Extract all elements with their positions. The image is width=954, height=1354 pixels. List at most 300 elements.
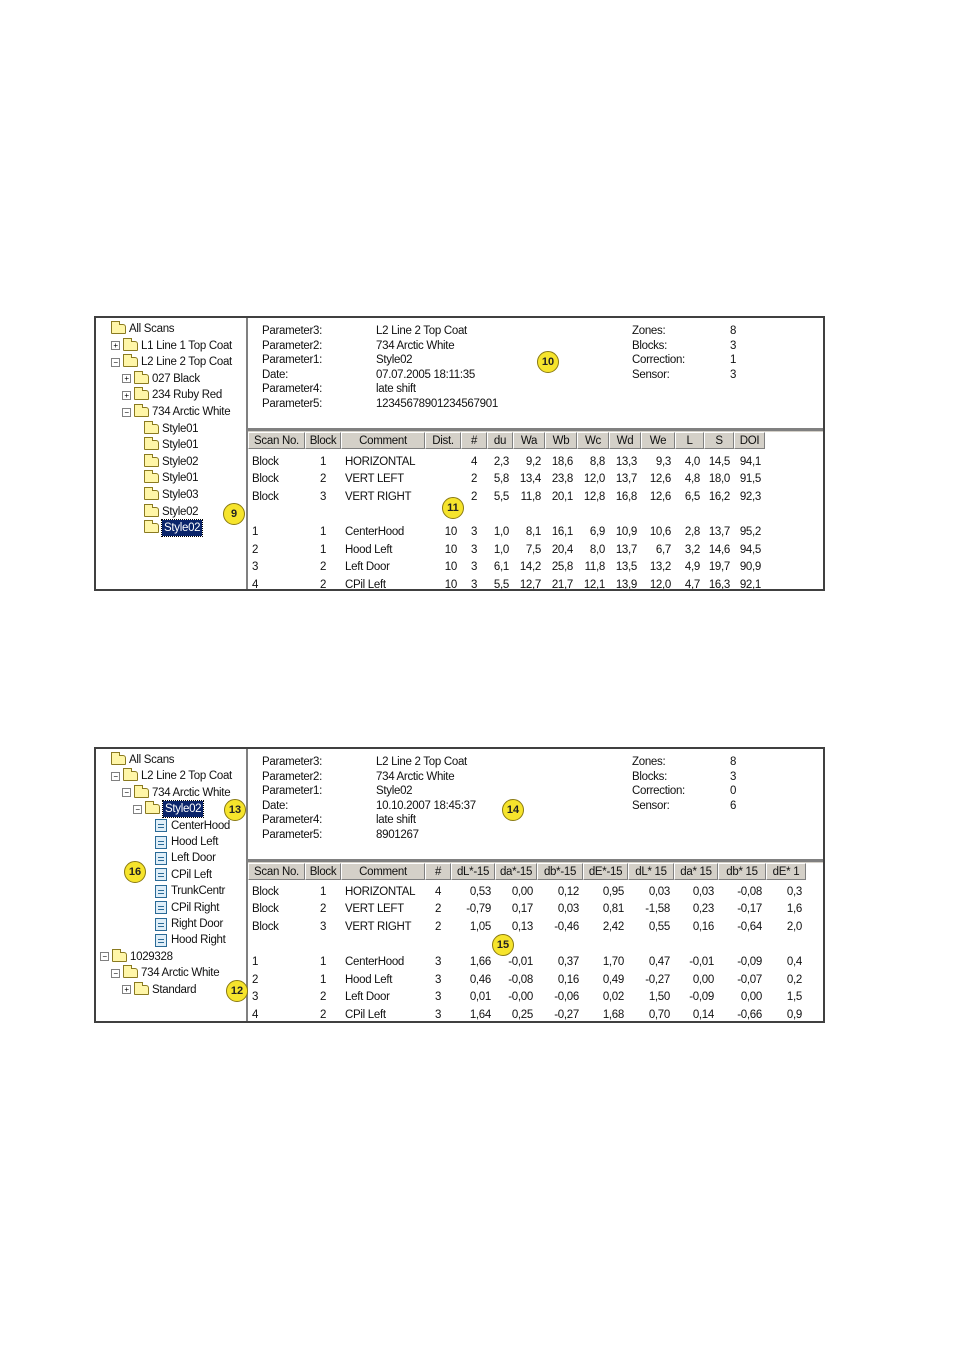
- collapse-icon[interactable]: −: [122, 408, 131, 417]
- tree-node[interactable]: [144, 437, 198, 453]
- parameter-label: Parameter3:: [262, 756, 322, 768]
- table-cell: 12,7: [519, 579, 541, 591]
- table-cell: 2,42: [602, 921, 624, 933]
- scan-tree[interactable]: [96, 318, 248, 589]
- table-cell: Block: [252, 473, 279, 485]
- tree-node-label: L1 Line 1 Top Coat: [141, 339, 232, 352]
- table-cell: 6,1: [493, 561, 509, 573]
- expand-icon[interactable]: +: [122, 985, 131, 994]
- table-cell: 12,6: [649, 491, 671, 503]
- table-cell: 8,8: [589, 456, 605, 468]
- table-cell: 3: [470, 561, 478, 573]
- scan-file-icon: [155, 836, 167, 849]
- table-cell: 2: [434, 903, 442, 915]
- table-cell: 13,5: [615, 561, 637, 573]
- table-cell: 4: [252, 579, 259, 591]
- table-cell: -1,58: [645, 903, 670, 915]
- parameter-value: 12345678901234567901: [376, 397, 498, 410]
- callout-badge: 10: [537, 351, 559, 373]
- table-cell: -0,27: [554, 1009, 579, 1021]
- collapse-icon[interactable]: −: [111, 772, 120, 781]
- table-cell: -0,09: [689, 991, 714, 1003]
- callout-badge: 14: [502, 799, 524, 821]
- table-cell: -0,07: [737, 974, 762, 986]
- scan-file-icon: [155, 918, 167, 931]
- folder-icon: [144, 457, 159, 467]
- table-cell: 0,46: [469, 974, 491, 986]
- folder-icon: [144, 424, 159, 434]
- expand-icon[interactable]: +: [122, 391, 131, 400]
- column-header[interactable]: Scan No.: [248, 863, 305, 880]
- table-cell: 4,7: [684, 579, 700, 591]
- table-cell: 3: [470, 526, 478, 538]
- table-cell: 18,6: [551, 456, 573, 468]
- table-cell: -0,08: [508, 974, 533, 986]
- callout-badge: 9: [223, 503, 245, 525]
- column-header[interactable]: Wb: [545, 432, 577, 449]
- table-cell: 95,2: [739, 526, 761, 538]
- table-cell: 16,3: [708, 579, 730, 591]
- table-cell: 0,16: [557, 974, 579, 986]
- table-cell: 0,03: [557, 903, 579, 915]
- table-cell: -0,46: [554, 921, 579, 933]
- setting-value: 6: [730, 799, 737, 812]
- column-header[interactable]: Wc: [577, 432, 609, 449]
- table-cell: -0,09: [737, 956, 762, 968]
- table-cell: 0,55: [648, 921, 670, 933]
- table-cell: 14,5: [708, 456, 730, 468]
- folder-icon: [123, 771, 138, 781]
- setting-label: Sensor:: [632, 799, 670, 812]
- table-cell: 14,2: [519, 561, 541, 573]
- table-cell: 4,8: [684, 473, 700, 485]
- tree-node[interactable]: [122, 404, 230, 420]
- column-header[interactable]: Block: [305, 863, 341, 880]
- tree-node[interactable]: [100, 949, 173, 965]
- table-cell: 11,8: [520, 491, 541, 503]
- column-header[interactable]: #: [461, 432, 487, 449]
- callout-badge: 15: [492, 934, 514, 956]
- results-grid[interactable]: [248, 432, 823, 589]
- setting-label: Correction:: [632, 785, 685, 797]
- setting-label: Blocks:: [632, 339, 667, 352]
- table-cell: 94,5: [739, 544, 761, 556]
- table-cell: Block: [252, 921, 279, 933]
- table-cell: Hood Left: [345, 544, 393, 556]
- tree-node-label: Style03: [162, 489, 199, 501]
- folder-icon: [134, 390, 149, 400]
- table-cell: 2: [470, 473, 478, 485]
- tree-node[interactable]: [111, 354, 232, 370]
- table-cell: 1: [319, 956, 327, 968]
- table-cell: 92,1: [739, 579, 761, 591]
- tree-node[interactable]: [155, 850, 216, 866]
- tree-node[interactable]: [155, 932, 226, 948]
- table-cell: 12,8: [583, 491, 605, 503]
- parameter-label: Parameter1:: [262, 354, 322, 366]
- folder-icon: [112, 952, 127, 962]
- column-header[interactable]: da*-15: [495, 863, 537, 880]
- column-header[interactable]: Dist.: [425, 432, 461, 449]
- table-cell: -0,64: [737, 921, 762, 933]
- column-header[interactable]: db* 15: [718, 863, 766, 880]
- scan-window-2: [94, 747, 825, 1023]
- tree-node[interactable]: [155, 900, 219, 916]
- column-header[interactable]: dL*-15: [451, 863, 495, 880]
- tree-node-label: Style02: [165, 803, 202, 816]
- table-cell: 8,0: [589, 544, 605, 556]
- table-cell: 0,13: [511, 921, 533, 933]
- expand-icon[interactable]: +: [122, 374, 131, 383]
- folder-icon: [123, 357, 138, 367]
- table-cell: 1: [252, 956, 259, 968]
- setting-label: Zones:: [632, 756, 666, 768]
- tree-node-label: Hood Right: [171, 934, 226, 947]
- tree-node-label: L2 Line 2 Top Coat: [141, 356, 232, 369]
- table-cell: 9,3: [655, 456, 671, 468]
- tree-node[interactable]: [155, 818, 230, 834]
- table-cell: 16,8: [615, 491, 637, 503]
- table-cell: 0,00: [511, 886, 533, 898]
- parameter-value: 734 Arctic White: [376, 770, 455, 783]
- parameter-label: Parameter5:: [262, 828, 322, 841]
- column-header[interactable]: We: [641, 432, 675, 449]
- column-header[interactable]: #: [425, 863, 451, 880]
- table-cell: VERT LEFT: [345, 473, 404, 485]
- tree-node-label: CenterHood: [171, 819, 231, 832]
- parameter-label: Parameter5:: [262, 397, 322, 410]
- setting-value: 3: [730, 770, 737, 783]
- tree-node-label: CPil Left: [171, 868, 212, 881]
- table-cell: -0,00: [508, 991, 533, 1003]
- table-cell: Block: [252, 456, 279, 468]
- tree-node[interactable]: [111, 768, 232, 784]
- parameter-label: Date:: [262, 799, 288, 812]
- table-cell: 4,9: [684, 561, 700, 573]
- tree-node[interactable]: [144, 470, 198, 486]
- table-cell: 14,6: [708, 544, 730, 556]
- table-cell: 0,53: [469, 886, 491, 898]
- collapse-icon[interactable]: −: [122, 788, 131, 797]
- setting-label: Sensor:: [632, 368, 670, 381]
- table-cell: 2,3: [493, 456, 509, 468]
- column-header[interactable]: dE* 1: [766, 863, 806, 880]
- table-cell: 25,8: [551, 561, 573, 573]
- table-cell: 92,3: [739, 491, 761, 503]
- table-cell: 8,1: [525, 526, 541, 538]
- expand-icon[interactable]: +: [111, 341, 120, 350]
- column-header[interactable]: Wa: [513, 432, 545, 449]
- table-cell: 0,70: [648, 1009, 670, 1021]
- parameter-value: 734 Arctic White: [376, 339, 455, 352]
- column-header[interactable]: da* 15: [674, 863, 718, 880]
- table-cell: HORIZONTAL: [345, 886, 416, 898]
- table-cell: 1,05: [469, 921, 491, 933]
- table-cell: 13,7: [615, 473, 637, 485]
- table-cell: VERT RIGHT: [345, 921, 412, 933]
- folder-icon: [134, 788, 149, 798]
- table-cell: CPil Left: [345, 1009, 386, 1021]
- results-grid[interactable]: [248, 863, 823, 1021]
- parameter-value: Style02: [376, 785, 413, 797]
- folder-open-icon: [144, 523, 159, 533]
- table-cell: 4: [470, 456, 478, 468]
- column-header[interactable]: Comment: [341, 432, 425, 449]
- parameter-label: Parameter2:: [262, 339, 322, 352]
- table-cell: 1: [319, 526, 327, 538]
- table-cell: 6,5: [684, 491, 700, 503]
- tree-node[interactable]: [144, 421, 198, 437]
- table-cell: 11,8: [584, 561, 605, 573]
- tree-node-label: L2 Line 2 Top Coat: [141, 770, 232, 783]
- tree-node[interactable]: [122, 387, 222, 403]
- table-cell: 9,2: [525, 456, 541, 468]
- column-header[interactable]: DOI: [734, 432, 765, 449]
- parameter-value: late shift: [376, 814, 416, 826]
- setting-value: 3: [730, 368, 737, 381]
- parameter-value: 10.10.2007 18:45:37: [376, 799, 476, 812]
- table-cell: -0,66: [737, 1009, 762, 1021]
- table-cell: Hood Left: [345, 974, 393, 986]
- table-cell: 0,03: [648, 886, 670, 898]
- folder-icon: [111, 755, 126, 765]
- tree-node[interactable]: [122, 785, 230, 801]
- setting-label: Blocks:: [632, 770, 667, 783]
- parameter-label: Parameter3:: [262, 325, 322, 337]
- setting-label: Zones:: [632, 325, 666, 337]
- folder-icon: [144, 490, 159, 500]
- setting-value: 1: [730, 354, 737, 366]
- setting-value: 8: [730, 756, 737, 768]
- collapse-icon[interactable]: −: [111, 358, 120, 367]
- table-cell: 13,7: [708, 526, 730, 538]
- table-cell: 12,6: [649, 473, 671, 485]
- tree-node[interactable]: [144, 520, 202, 536]
- table-cell: 13,9: [615, 579, 637, 591]
- column-header[interactable]: db*-15: [537, 863, 583, 880]
- table-cell: 0,81: [602, 903, 624, 915]
- table-cell: 12,0: [583, 473, 605, 485]
- collapse-icon[interactable]: −: [111, 969, 120, 978]
- table-cell: 1: [319, 886, 327, 898]
- parameter-value: L2 Line 2 Top Coat: [376, 756, 467, 768]
- parameter-value: late shift: [376, 383, 416, 395]
- scan-file-icon: [155, 901, 167, 914]
- folder-icon: [144, 507, 159, 517]
- tree-node-label: Style01: [162, 472, 199, 485]
- parameter-label: Parameter2:: [262, 770, 322, 783]
- scan-window-1: [94, 316, 825, 591]
- table-cell: 4,0: [684, 456, 700, 468]
- table-cell: 0,02: [602, 991, 624, 1003]
- tree-node-label: Style01: [162, 422, 199, 435]
- column-header[interactable]: dE*-15: [583, 863, 628, 880]
- tree-node[interactable]: [144, 504, 198, 520]
- table-cell: 2: [252, 974, 259, 986]
- callout-badge: 16: [124, 861, 146, 883]
- tree-node[interactable]: [122, 371, 200, 387]
- table-cell: 0,01: [469, 991, 491, 1003]
- tree-node-label: 234 Ruby Red: [152, 389, 222, 402]
- tree-node[interactable]: [155, 883, 225, 899]
- table-cell: 3: [319, 491, 327, 503]
- column-header[interactable]: du: [487, 432, 513, 449]
- scan-tree[interactable]: [96, 749, 248, 1021]
- tree-node[interactable]: [155, 834, 218, 850]
- scan-file-icon: [155, 868, 167, 881]
- table-cell: 0,00: [740, 991, 762, 1003]
- table-cell: 2: [319, 903, 327, 915]
- table-cell: CenterHood: [345, 956, 405, 968]
- table-cell: 0,95: [602, 886, 624, 898]
- table-cell: 5,8: [493, 473, 509, 485]
- tree-node[interactable]: [111, 321, 174, 337]
- table-cell: -0,08: [737, 886, 762, 898]
- table-cell: 1,70: [602, 956, 624, 968]
- callout-badge: 12: [226, 980, 248, 1002]
- table-cell: 1,64: [469, 1009, 491, 1021]
- callout-badge: 11: [442, 497, 464, 519]
- column-header[interactable]: L: [675, 432, 704, 449]
- table-cell: 94,1: [739, 456, 761, 468]
- tree-node-label: TrunkCentr: [171, 885, 226, 898]
- table-cell: 20,1: [551, 491, 573, 503]
- parameter-value: 07.07.2005 18:11:35: [376, 368, 475, 381]
- parameter-label: Parameter1:: [262, 785, 322, 797]
- column-header[interactable]: Block: [305, 432, 341, 449]
- table-cell: 1,6: [786, 903, 802, 915]
- table-cell: 1,0: [493, 544, 509, 556]
- table-cell: 13,7: [615, 544, 637, 556]
- folder-icon: [123, 968, 138, 978]
- tree-node[interactable]: [133, 801, 203, 817]
- table-cell: CPil Left: [345, 579, 386, 591]
- column-header[interactable]: dL* 15: [628, 863, 674, 880]
- scan-file-icon: [155, 819, 167, 832]
- setting-value: 8: [730, 325, 737, 337]
- table-cell: 2: [319, 473, 327, 485]
- table-cell: 2: [434, 921, 442, 933]
- table-cell: 0,49: [602, 974, 624, 986]
- column-header[interactable]: Scan No.: [248, 432, 305, 449]
- table-cell: VERT RIGHT: [345, 491, 412, 503]
- tree-node-label: Style01: [162, 439, 199, 452]
- tree-node-label: Style02: [162, 505, 199, 518]
- table-cell: 3: [470, 544, 478, 556]
- scan-file-icon: [155, 885, 167, 898]
- table-cell: 2: [319, 579, 327, 591]
- table-cell: 3: [252, 561, 259, 573]
- table-cell: 5,5: [493, 579, 509, 591]
- tree-node[interactable]: [111, 965, 219, 981]
- collapse-icon[interactable]: −: [133, 805, 142, 814]
- tree-node[interactable]: [111, 752, 174, 768]
- table-cell: 90,9: [739, 561, 761, 573]
- callout-badge: 13: [224, 799, 246, 821]
- table-cell: 3: [434, 956, 442, 968]
- table-cell: 0,47: [648, 956, 670, 968]
- tree-node-label: Style02: [162, 455, 199, 468]
- table-cell: 5,5: [493, 491, 509, 503]
- table-cell: 2,0: [786, 921, 802, 933]
- table-cell: 12,1: [583, 579, 605, 591]
- tree-node-label: Right Door: [171, 918, 223, 930]
- table-cell: 10: [444, 526, 457, 538]
- tree-node-label: Hood Left: [171, 836, 219, 848]
- table-cell: HORIZONTAL: [345, 456, 416, 468]
- column-header[interactable]: Comment: [341, 863, 425, 880]
- column-header[interactable]: S: [704, 432, 734, 449]
- tree-node[interactable]: [155, 867, 212, 883]
- table-cell: 2: [470, 491, 478, 503]
- table-cell: 13,4: [519, 473, 541, 485]
- folder-icon: [134, 985, 149, 995]
- tree-node-label: Left Door: [171, 852, 216, 865]
- tree-node[interactable]: [155, 916, 223, 932]
- table-cell: 0,9: [786, 1009, 802, 1021]
- setting-value: 3: [730, 339, 737, 352]
- tree-node-label: 027 Black: [152, 372, 200, 385]
- folder-icon: [134, 374, 149, 384]
- table-cell: 0,00: [692, 974, 714, 986]
- tree-node-label: 734 Arctic White: [141, 967, 220, 980]
- folder-icon: [111, 324, 126, 334]
- table-cell: 0,25: [511, 1009, 533, 1021]
- tree-node[interactable]: [122, 982, 196, 998]
- table-cell: 7,5: [525, 544, 541, 556]
- table-cell: Left Door: [345, 561, 390, 573]
- table-cell: 16,2: [708, 491, 730, 503]
- folder-icon: [144, 473, 159, 483]
- tree-node-label: All Scans: [129, 323, 175, 335]
- table-cell: 3: [470, 579, 478, 591]
- tree-node-label: Standard: [152, 983, 197, 996]
- table-cell: 2,8: [684, 526, 700, 538]
- table-cell: 4: [434, 886, 442, 898]
- tree-node[interactable]: [144, 487, 198, 503]
- table-cell: 18,0: [708, 473, 730, 485]
- table-cell: 3: [434, 991, 442, 1003]
- table-cell: 1: [252, 526, 259, 538]
- tree-node-label: Style02: [164, 522, 201, 535]
- table-cell: 1,0: [493, 526, 509, 538]
- parameter-label: Parameter4:: [262, 814, 322, 826]
- table-cell: -0,06: [554, 991, 579, 1003]
- table-cell: Block: [252, 491, 279, 503]
- parameter-value: Style02: [376, 354, 413, 366]
- table-cell: 1,66: [469, 956, 491, 968]
- table-cell: Block: [252, 903, 279, 915]
- tree-node-label: 734 Arctic White: [152, 786, 231, 799]
- table-cell: 4: [252, 1009, 259, 1021]
- table-cell: 0,23: [692, 903, 714, 915]
- table-cell: 20,4: [551, 544, 573, 556]
- setting-label: Correction:: [632, 354, 685, 366]
- table-cell: 6,7: [655, 544, 671, 556]
- table-cell: 0,03: [692, 886, 714, 898]
- tree-node-label: CPil Right: [171, 901, 220, 914]
- column-header[interactable]: Wd: [609, 432, 641, 449]
- table-cell: [429, 471, 457, 488]
- table-cell: -0,27: [645, 974, 670, 986]
- table-cell: 2: [319, 561, 327, 573]
- collapse-icon[interactable]: −: [100, 952, 109, 961]
- setting-value: 0: [730, 785, 737, 797]
- tree-node[interactable]: [144, 454, 198, 470]
- table-cell: 3: [434, 1009, 442, 1021]
- table-cell: VERT LEFT: [345, 903, 404, 915]
- tree-node[interactable]: [111, 338, 232, 354]
